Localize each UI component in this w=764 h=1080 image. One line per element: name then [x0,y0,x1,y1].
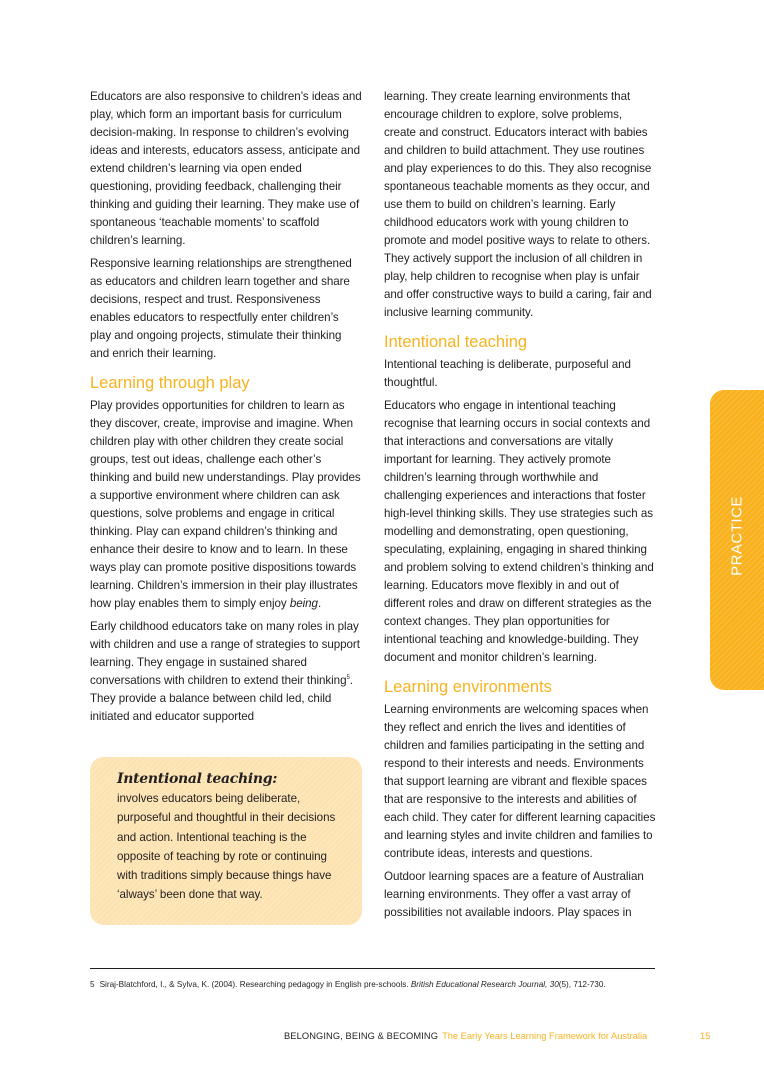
running-footer [284,1030,714,1042]
paragraph-play-opportunities [90,397,362,613]
paragraph-intentional-educators: Educators who engage in intentional teaching recognise that learning occurs in social contexts and that interactions and conversations are vitally important for learning. They actively promote children’s learning through worthwhile and challenging experiences and interactions that foster high-level thinking skills. They use strategies such as modelling and demonstrating, open questioning, speculating, explaining, engaging in shared thinking and problem solving to extend children’s thinking and learning. Educators move flexibly in and out of different roles and draw on different strategies as the context changes. They plan opportunities for intentional teaching and knowledge-building. They document and monitor children’s learning. [384,399,654,664]
right-column [384,88,656,927]
heading-intentional-teaching: Intentional teaching [384,333,528,351]
footer-publication-title: BELONGING, BEING & BECOMING [284,1031,439,1041]
section-tab-label: PRACTICE [728,496,746,576]
paragraph-text: Play provides opportunities for children to learn as they discover, create, improvise and imagine. When children play with other children they create social groups, test out ideas, challenge each other’s thinking and build new understandings. Play provides a supportive environment where children can ask questions, solve problems and engage in critical thinking. Play can expand children’s thinking and enhance their desire to know and to learn. In these ways play can promote positive dispositions towards learning. Children’s immersion in their play illustrates how play enables them to simply enjoy [90,399,361,610]
paragraph-welcoming-spaces: Learning environments are welcoming spaces when they reflect and enrich the lives and identities of children and families participating in the setting and respond to their interests and needs. Environments that support learning are vibrant and flexible spaces that are responsive to the interests and abilities of each child. They cater for different learning capacities and learning styles and invite children and families to contribute ideas, interests and questions. [384,703,656,860]
paragraph-educator-roles [90,618,362,726]
callout-box-intentional-teaching [90,757,362,925]
heading-learning-environments: Learning environments [384,678,552,696]
paragraph-intentional-definition: Intentional teaching is deliberate, purposeful and thoughtful. [384,358,631,389]
paragraph-text: Early childhood educators take on many roles in play with children and use a range of strategies to support learning. They engage in sustained shared conversations with children to extend their thinking [90,620,360,687]
paragraph-text-end: . They provide a balance between child led, child initiated and educator supported [90,674,353,723]
footer-publication-subtitle: The Early Years Learning Framework for Australia [442,1031,648,1041]
footnote-reference[interactable]: 5 [346,675,350,681]
emphasis-being: being [289,597,318,610]
paragraph-continuation-learning: learning. They create learning environments that encourage children to explore, solve problems, create and construct. Educators interact with babies and children to build attachment. They use routines and play experiences to do this. They also recognise spontaneous teachable moments as they occur, and use them to build on children’s learning. Early childhood educators work with young children to promote and model positive ways to relate to others. They actively support the inclusion of all children in play, help children to recognise when play is unfair and offer constructive ways to build a caring, fair and inclusive learning community. [384,90,652,319]
footnote-text: Siraj-Blatchford, I., & Sylva, K. (2004). Researching pedagogy in English pre-schools. [99,980,411,989]
left-column [90,88,362,731]
callout-title: Intentional teaching: [117,771,278,787]
footnote-5 [90,979,690,991]
section-tab-practice [710,390,764,690]
callout-body: involves educators being deliberate, purposeful and thoughtful in their decisions and action. Intentional teaching is the opposite of teaching by rote or continuing with traditions simply because things have ‘always’ been done that way. [117,792,336,902]
footnote-text-end: (5), 712-730. [558,980,606,989]
heading-learning-through-play: Learning through play [90,374,250,392]
page-number: 15 [700,1031,711,1041]
paragraph-text-end: . [317,597,322,610]
footnote-divider [90,968,655,969]
footnote-number: 5 [90,980,95,989]
paragraph-outdoor-spaces: Outdoor learning spaces are a feature of Australian learning environments. They offer a vast array of possibilities not available indoors. Play spaces in [384,870,644,919]
paragraph-responsive-relationships: Responsive learning relationships are strengthened as educators and children learn together and share decisions, respect and trust. Responsiveness enables educators to respectfully enter children’s play and ongoing projects, stimulate their thinking and enrich their learning. [90,257,352,360]
paragraph-responsive-educators: Educators are also responsive to children’s ideas and play, which form an important basis for curriculum decision-making. In response to children’s evolving ideas and interests, educators assess, anticipate and extend children’s learning via open ended questioning, providing feedback, challenging their thinking and guiding their learning. They make use of spontaneous ‘teachable moments’ to scaffold children’s learning. [90,90,362,247]
footnote-journal: British Educational Research Journal, 30 [410,980,559,989]
